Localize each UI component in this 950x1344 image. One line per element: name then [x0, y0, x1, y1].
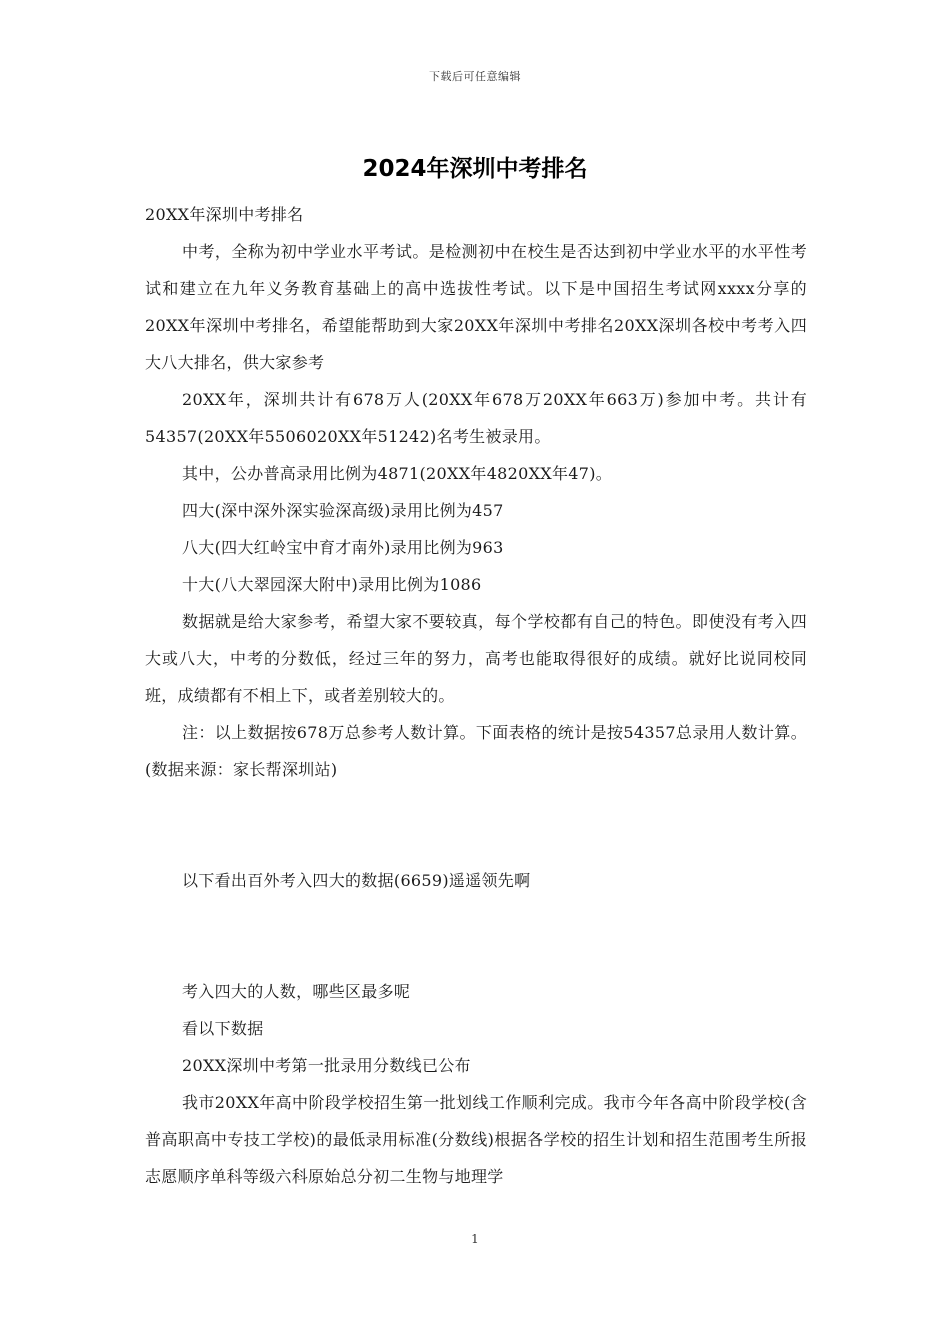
paragraph-district-question: 考入四大的人数，哪些区最多呢 — [182, 982, 411, 1001]
paragraph-cutoff-heading: 20XX深圳中考第一批录用分数线已公布 — [182, 1056, 471, 1075]
spacer — [145, 899, 807, 973]
document-body — [145, 196, 807, 1195]
paragraph-participants: 20XX年，深圳共计有678万人(20XX年678万20XX年663万)参加中考。共计有54357(20XX年5506020XX年51242)名考生被录用。 — [145, 390, 807, 446]
paragraph-baiwai-lead: 以下看出百外考入四大的数据(6659)遥遥领先啊 — [182, 871, 531, 890]
paragraph-eight-big: 八大(四大红岭宝中育才南外)录用比例为963 — [182, 538, 504, 557]
paragraph-cutoff-details: 我市20XX年高中阶段学校招生第一批划线工作顺利完成。我市今年各高中阶段学校(含普高职高中专技工学校)的最低录用标准(分数线)根据各学校的招生计划和招生范围考生所报志愿顺序单科等级六科原始总分初二生物与地理学 — [145, 1093, 807, 1186]
paragraph-four-big: 四大(深中深外深实验深高级)录用比例为457 — [182, 501, 504, 520]
paragraph-subtitle: 20XX年深圳中考排名 — [145, 205, 304, 224]
document-title: 2024年深圳中考排名 — [362, 156, 588, 182]
paragraph-public-ratio: 其中，公办普高录用比例为4871(20XX年4820XX年47)。 — [182, 464, 613, 483]
page-number: 1 — [471, 1232, 479, 1246]
spacer — [145, 788, 807, 862]
paragraph-intro: 中考，全称为初中学业水平考试。是检测初中在校生是否达到初中学业水平的水平性考试和建立在九年义务教育基础上的高中选拔性考试。以下是中国招生考试网xxxx分享的20XX年深圳中考排名，希望能帮助到大家20XX年深圳中考排名20XX深圳各校中考考入四大八大排名，供大家参考 — [145, 242, 807, 372]
paragraph-ten-big: 十大(八大翠园深大附中)录用比例为1086 — [182, 575, 482, 594]
paragraph-reference: 数据就是给大家参考，希望大家不要较真，每个学校都有自己的特色。即使没有考入四大或八大，中考的分数低，经过三年的努力，高考也能取得很好的成绩。就好比说同校同班，成绩都有不相上下，或者差别较大的。 — [145, 612, 807, 705]
paragraph-note: 注：以上数据按678万总参考人数计算。下面表格的统计是按54357总录用人数计算。(数据来源：家长帮深圳站) — [145, 723, 807, 779]
paragraph-see-data: 看以下数据 — [182, 1019, 264, 1038]
page-header-note: 下载后可任意编辑 — [429, 70, 521, 83]
